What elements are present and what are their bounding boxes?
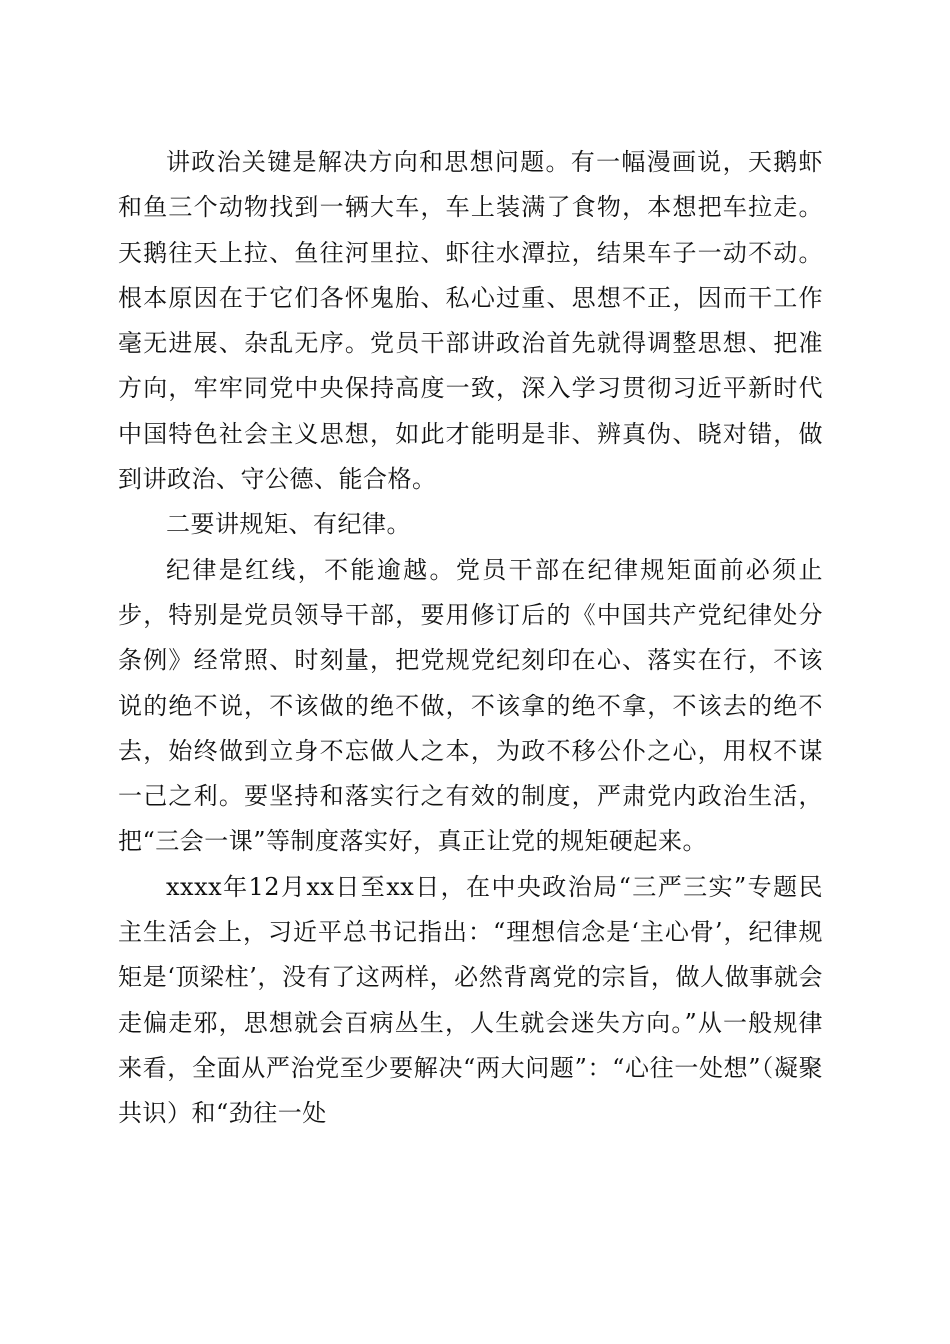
- paragraph-political-thought: 讲政治关键是解决方向和思想问题。有一幅漫画说，天鹅虾和鱼三个动物找到一辆大车，车上装满了食物，本想把车拉走。天鹅往天上拉、鱼往河里拉、虾往水潭拉，结果车子一动不动。根本原因在于它们各怀鬼胎、私心过重、思想不正，因而干工作毫无进展、杂乱无序。党员干部讲政治首先就得调整思想、把准方向，牢牢同党中央保持高度一致，深入学习贯彻习近平新时代中国特色社会主义思想，如此才能明是非、辨真伪、晓对错，做到讲政治、守公德、能合格。: [118, 148, 823, 494]
- paragraph-heading-rules-discipline: 二要讲规矩、有纪律。: [166, 510, 411, 539]
- paragraph-discipline-red-line: 纪律是红线，不能逾越。党员干部在纪律规矩面前必须止步，特别是党员领导干部，要用修订后的《中国共产党纪律处分条例》经常照、时刻量，把党规党纪刻印在心、落实在行，不该说的绝不说，不该做的绝不做，不该拿的绝不拿，不该去的绝不去，始终做到立身不忘做人之本，为政不移公仆之心，用权不谋一己之利。要坚持和落实行之有效的制度，严肃党内政治生活，把“三会一课”等制度落实好，真正让党的规矩硬起来。: [118, 555, 823, 856]
- paragraph-democratic-life-meeting: xxxx年12月xx日至xx日，在中央政治局“三严三实”专题民主生活会上，习近平总书记指出：“理想信念是‘主心骨’，纪律规矩是‘顶梁柱’，没有了这两样，必然背离党的宗旨，做人做事就会走偏走邪，思想就会百病丛生，人生就会迷失方向。”从一般规律来看，全面从严治党至少要解决“两大问题”：“心往一处想”（凝聚共识）和“劲往一处: [118, 872, 823, 1128]
- document-body: [118, 140, 823, 1137]
